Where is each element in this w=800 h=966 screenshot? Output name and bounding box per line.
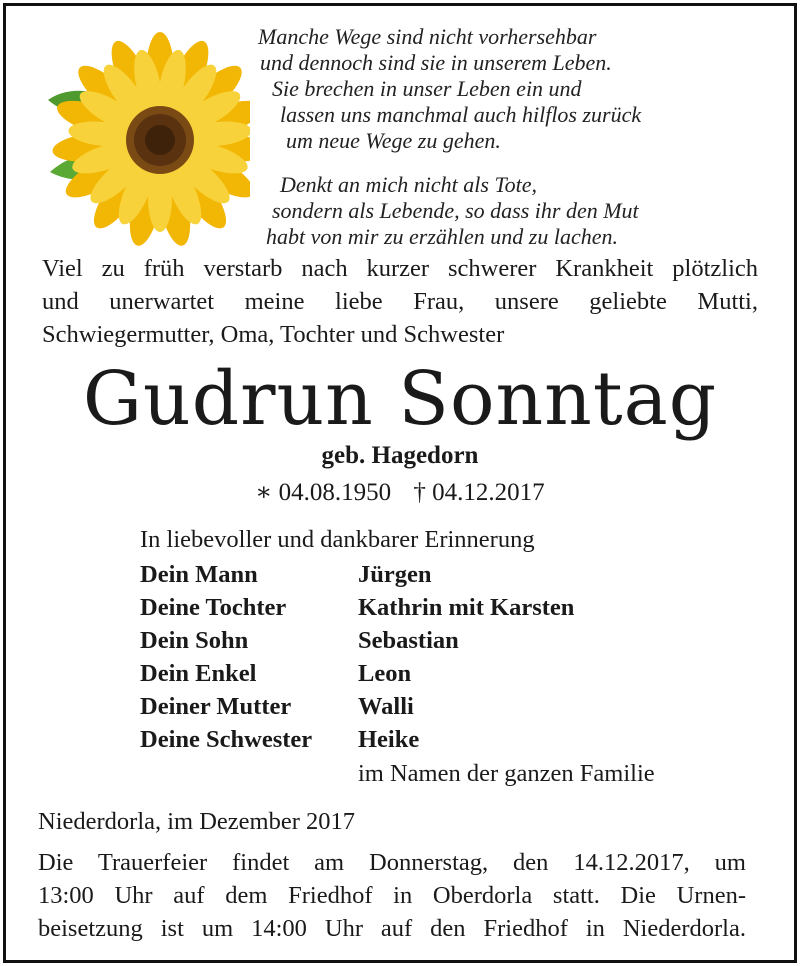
family-relation: Dein Mann — [140, 561, 258, 588]
poem-line: um neue Wege zu gehen. — [286, 128, 501, 153]
life-dates — [0, 477, 800, 509]
family-row — [140, 723, 574, 756]
family-relation: Dein Sohn — [140, 627, 249, 654]
intro-line: und unerwartet meine liebe Frau, unsere geliebte Mutti, — [42, 288, 758, 315]
family-relation: Deine Schwester — [140, 726, 313, 753]
death-date: † 04.12.2017 — [413, 479, 545, 506]
family-member-name: Heike — [358, 726, 420, 753]
service-line: beisetzung ist um 14:00 Uhr auf den Friedhof in Niederdorla. — [38, 915, 746, 942]
poem-line: Sie brechen in unser Leben ein und — [272, 76, 582, 101]
poem-line: lassen uns manchmal auch hilflos zurück — [280, 102, 642, 127]
family-row — [140, 624, 574, 657]
memory-line: In liebevoller und dankbarer Erinnerung — [140, 526, 535, 553]
family-member-name: Sebastian — [358, 627, 459, 654]
family-relation: Deiner Mutter — [140, 693, 292, 720]
service-line: Die Trauerfeier findet am Donnerstag, den 14.12.2017, um — [38, 849, 746, 876]
family-member-name: Walli — [358, 693, 414, 720]
birth-date: ∗ 04.08.1950 — [255, 479, 392, 506]
sunflower-petals — [51, 32, 250, 247]
deceased-name: Gudrun Sonntag — [82, 356, 718, 442]
poem-line: und dennoch sind sie in unserem Leben. — [260, 50, 612, 75]
family-relation: Dein Enkel — [140, 660, 257, 687]
family-row — [140, 690, 574, 723]
family-member-name: Kathrin mit Karsten — [358, 594, 575, 621]
poem-line: Manche Wege sind nicht vorhersehbar — [258, 24, 597, 49]
poem-line: habt von mir zu erzählen und zu lachen. — [266, 224, 618, 249]
poem-line: Denkt an mich nicht als Tote, — [280, 172, 538, 197]
sunflower-icon — [40, 22, 250, 247]
intro-text — [42, 252, 758, 351]
maiden-name: geb. Hagedorn — [321, 442, 479, 469]
family-member-name: Jürgen — [358, 561, 432, 588]
poem — [258, 24, 738, 250]
family-member-name: Leon — [358, 660, 412, 687]
family-row — [140, 591, 574, 624]
family-row — [140, 558, 574, 591]
service-info — [38, 846, 746, 945]
on-behalf-line: im Namen der ganzen Familie — [358, 760, 655, 787]
service-line: 13:00 Uhr auf dem Friedhof in Oberdorla statt. Die Urnen- — [38, 882, 746, 909]
family-relation: Deine Tochter — [140, 594, 287, 621]
family-row — [140, 657, 574, 690]
intro-line: Schwiegermutter, Oma, Tochter und Schwester — [42, 321, 505, 348]
intro-line: Viel zu früh verstarb nach kurzer schwerer Krankheit plötzlich — [42, 255, 758, 282]
family-list — [140, 558, 574, 756]
place-date: Niederdorla, im Dezember 2017 — [38, 808, 356, 835]
poem-line: sondern als Lebende, so dass ihr den Mut — [272, 198, 639, 223]
